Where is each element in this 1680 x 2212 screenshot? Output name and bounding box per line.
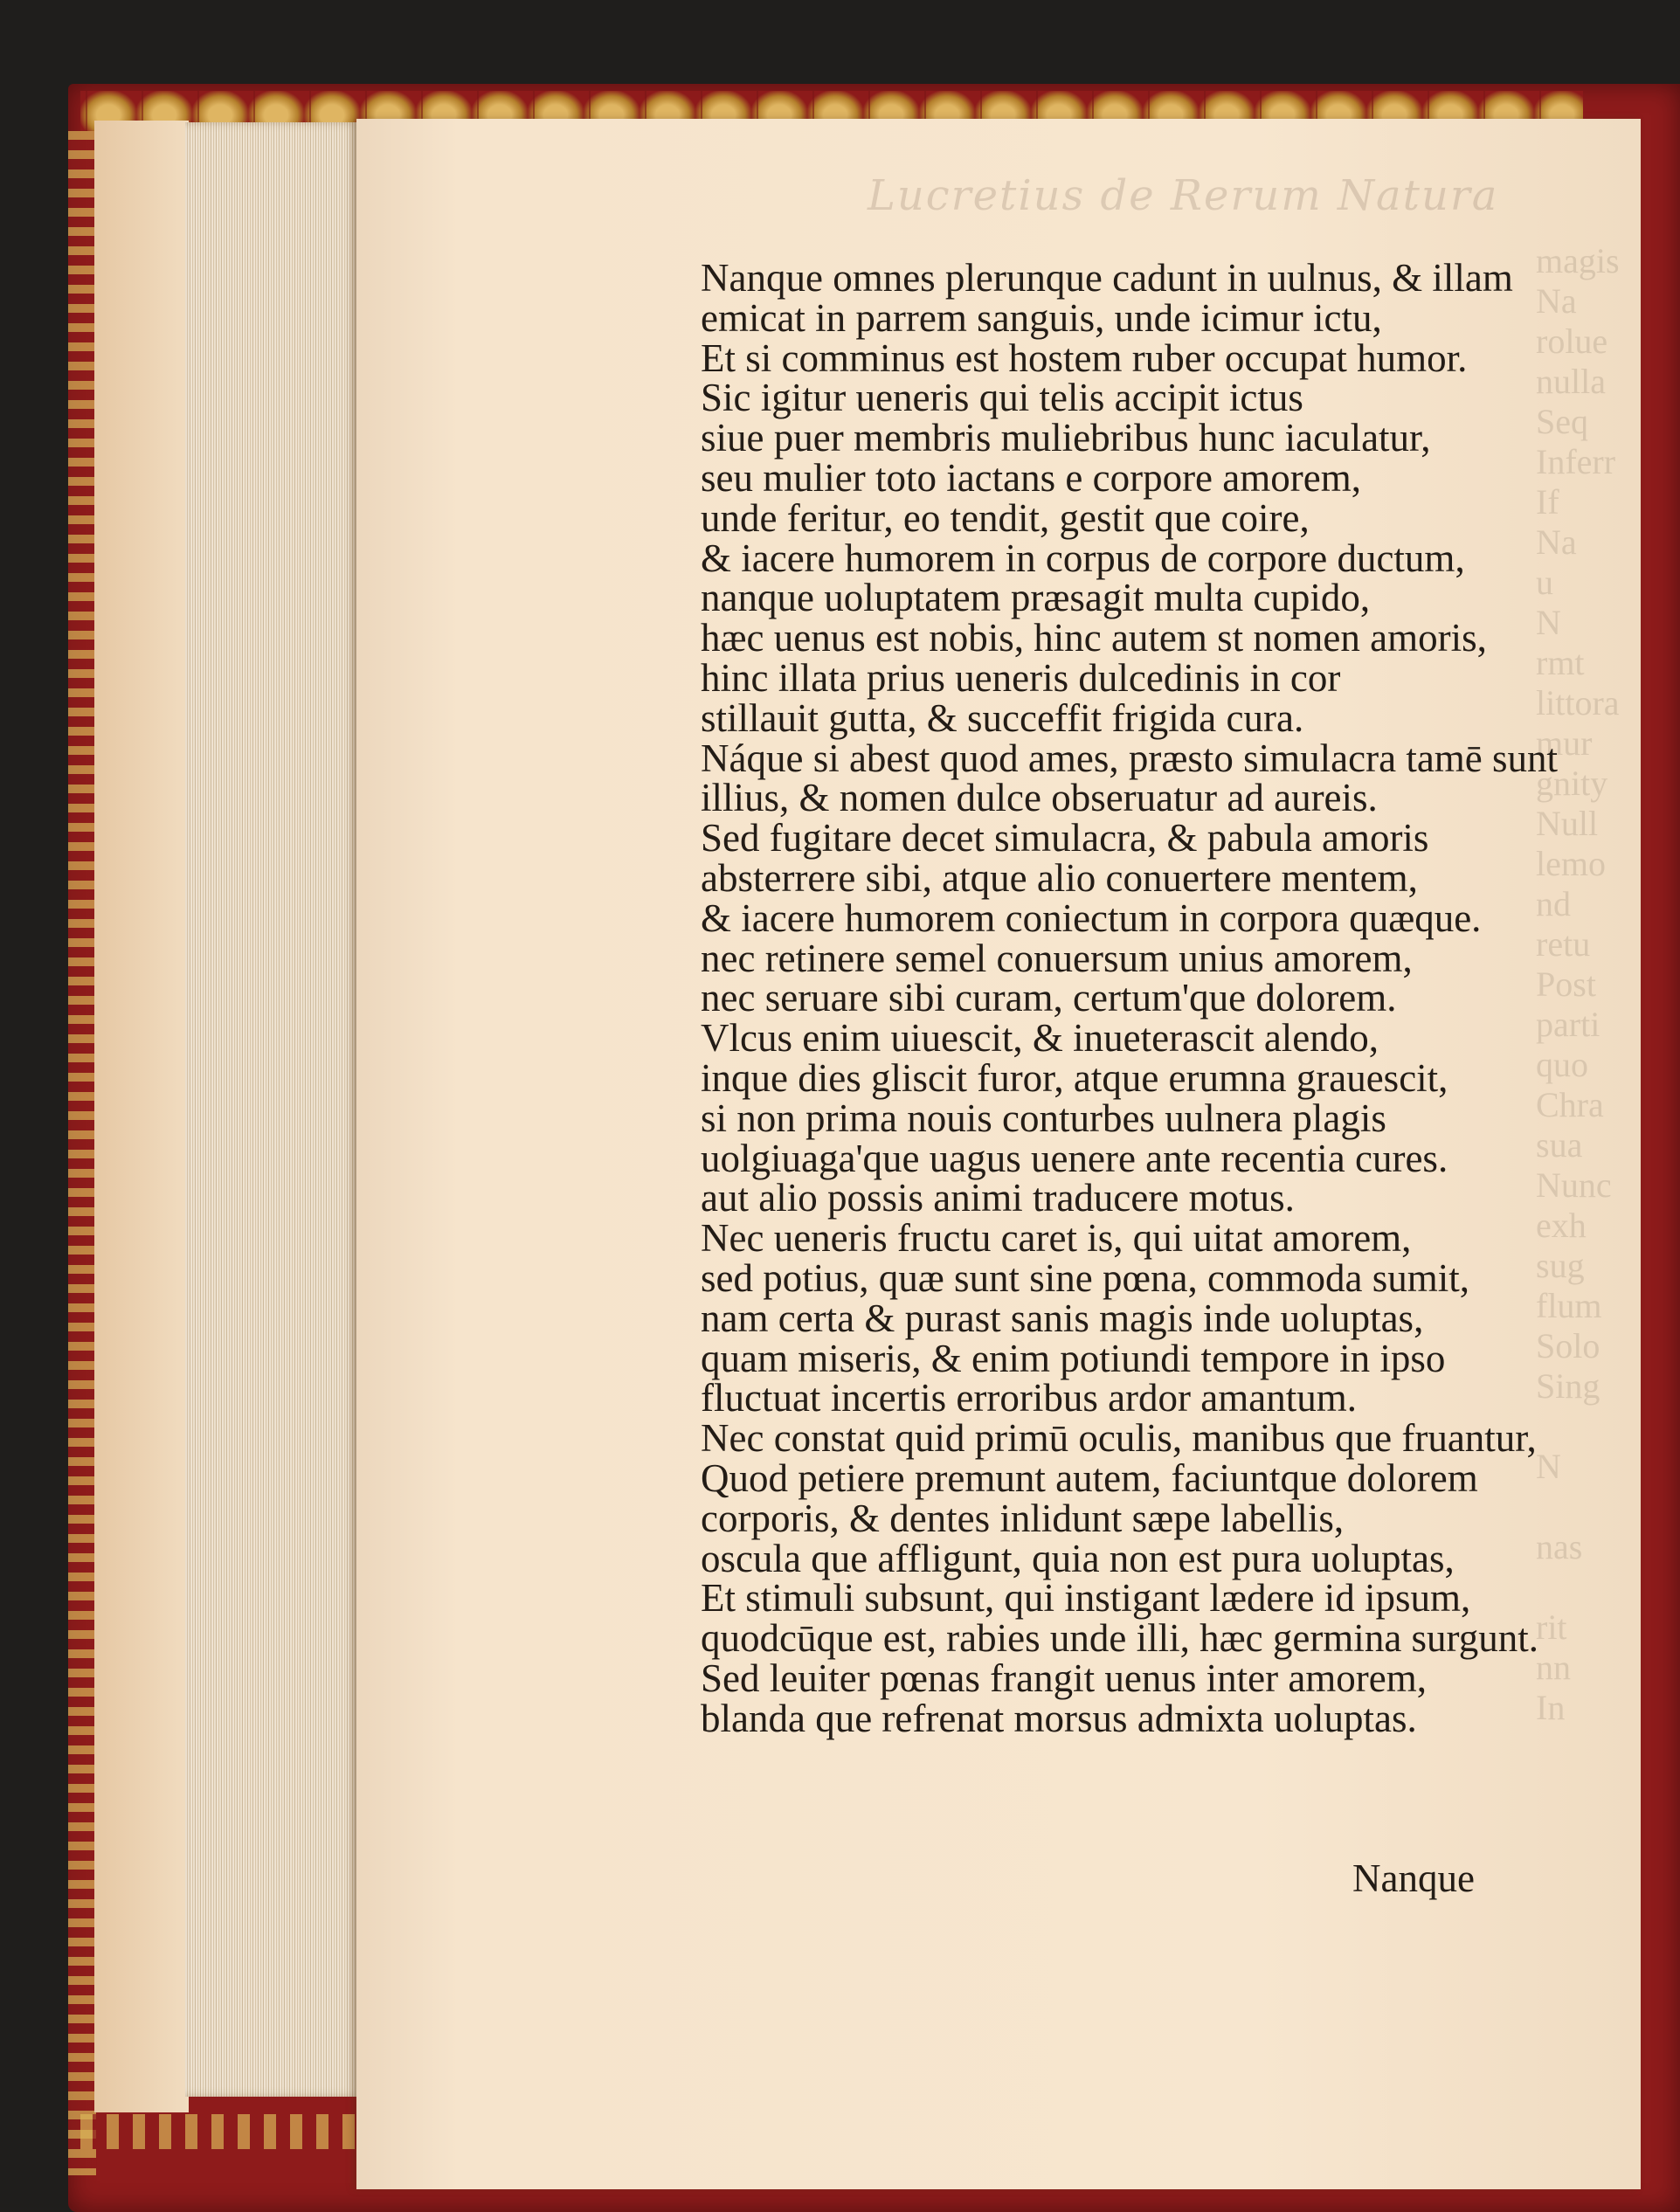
verse-line: si non prima nouis conturbes uulnera plagis	[701, 1096, 1386, 1140]
verse-line: uolgiuaga'que uagus uenere ante recentia cures.	[701, 1136, 1448, 1180]
verse-line: hæc uenus est nobis, hinc autem st nomen amoris,	[701, 616, 1487, 660]
verse-line: nanque uoluptatem præsagit multa cupido,	[701, 576, 1371, 620]
verse-line: Nec ueneris fructu caret is, qui uitat amorem,	[701, 1216, 1412, 1261]
verse-line: inque dies gliscit furor, atque erumna grauescit,	[701, 1055, 1448, 1100]
verse-line: Nanque omnes plerunque cadunt in uulnus, & illam	[701, 256, 1513, 300]
verse-line: aut alio possis animi traducere motus.	[701, 1176, 1295, 1220]
verse-line: Et stimuli subsunt, qui instigant lædere id ipsum,	[701, 1576, 1471, 1621]
manuscript-annotation: Lucretius de Rerum Natura	[868, 171, 1499, 220]
endpaper	[94, 121, 189, 2112]
verse-text-block	[701, 256, 1644, 1740]
verse-line: & iacere humorem in corpus de corpore ductum,	[701, 536, 1465, 580]
verse-line: & iacere humorem coniectum in corpora quæque.	[701, 895, 1482, 940]
catchword: Nanque	[1352, 1856, 1475, 1900]
book-page	[356, 119, 1641, 2189]
verse-line: hinc illata prius ueneris dulcedinis in cor	[701, 655, 1341, 700]
verse-line: Nec constat quid primū oculis, manibus que fruantur,	[701, 1416, 1537, 1461]
verse-line: Náque si abest quod ames, præsto simulacra tamē sunt	[701, 736, 1559, 780]
verse-line: Sed fugitare decet simulacra, & pabula amoris	[701, 816, 1429, 861]
verse-line: stillauit gutta, & succeffit frigida cura.	[701, 695, 1304, 740]
verse-line: nec seruare sibi curam, certum'que dolorem.	[701, 976, 1397, 1020]
bleed-through-text: magis Na rolue nulla Seq Inferr If Na u N rmt littora mur gnity Null lemo nd retu Post parti quo Chra sua Nunc exh sug flum Solo Sing N nas rit nn In	[1536, 241, 1620, 1727]
verse-line: oscula que affligunt, quia non est pura uoluptas,	[701, 1536, 1455, 1580]
verse-line: Quod petiere premunt autem, faciuntque dolorem	[701, 1455, 1478, 1500]
verse-line: absterrere sibi, atque alio conuertere mentem,	[701, 855, 1418, 900]
verse-line: sed potius, quæ sunt sine pœna, commoda sumit,	[701, 1255, 1469, 1300]
verse-line: Sed leuiter pœnas frangit uenus inter amorem,	[701, 1656, 1428, 1700]
verse-line: illius, & nomen dulce obseruatur ad aureis.	[701, 776, 1378, 820]
verse-line: seu mulier toto iactans e corpore amorem,	[701, 455, 1361, 500]
verse-line: fluctuat incertis erroribus ardor amantum.	[701, 1376, 1357, 1421]
verse-line: emicat in parrem sanguis, unde icimur ictu,	[701, 295, 1382, 340]
verse-line: blanda que refrenat morsus admixta uoluptas.	[701, 1696, 1417, 1740]
verse-line: quodcūque est, rabies unde illi, hæc germina surgunt.	[701, 1616, 1538, 1661]
verse-line: siue puer membris muliebribus hunc iaculatur,	[701, 416, 1431, 460]
verse-line: Et si comminus est hostem ruber occupat humor.	[701, 335, 1468, 380]
verse-line: quam miseris, & enim potiundi tempore in ipso	[701, 1336, 1446, 1380]
verse-line: nec retinere semel conuersum unius amorem,	[701, 936, 1413, 980]
page-edges	[185, 122, 360, 2097]
verse-line: unde feritur, eo tendit, gestit que coire,	[701, 495, 1310, 540]
verse-line: Vlcus enim uiuescit, & inueterascit alendo,	[701, 1016, 1379, 1061]
verse-line: Sic igitur ueneris qui telis accipit ictus	[701, 376, 1303, 420]
verse-line: corporis, & dentes inlidunt sæpe labellis,	[701, 1496, 1345, 1540]
gilt-border-left	[68, 131, 96, 2175]
verse-line: nam certa & purast sanis magis inde uoluptas,	[701, 1296, 1424, 1340]
gilt-border-bottom	[80, 2114, 360, 2149]
